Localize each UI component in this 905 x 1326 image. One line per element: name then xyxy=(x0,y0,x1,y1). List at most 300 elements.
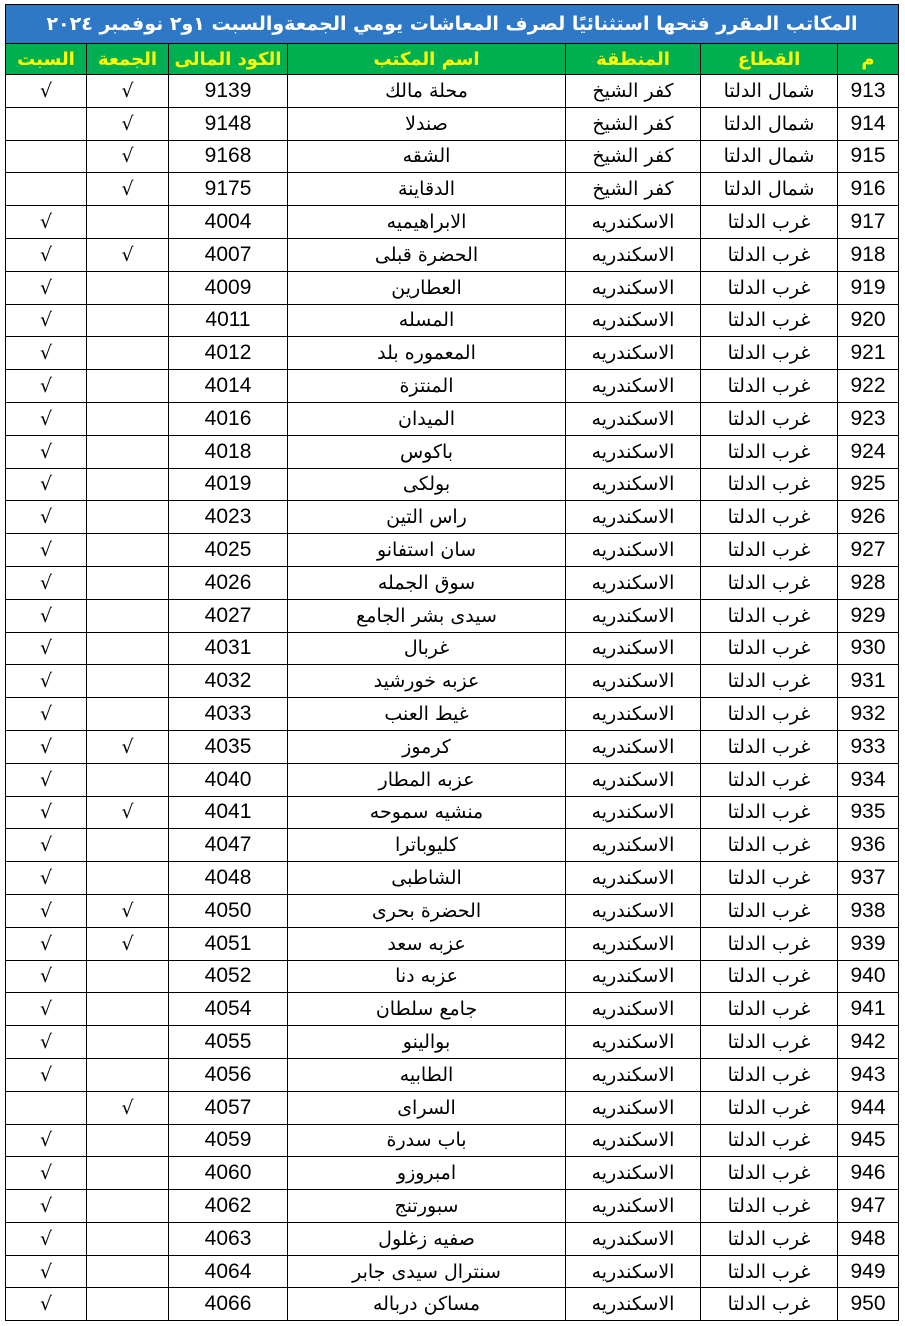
cell-sector: غرب الدلتا xyxy=(701,829,838,862)
cell-office: كرموز xyxy=(288,730,566,763)
cell-code: 4063 xyxy=(169,1222,288,1255)
cell-office: المسله xyxy=(288,304,566,337)
cell-saturday-check: √ xyxy=(6,1058,87,1091)
cell-num: 948 xyxy=(838,1222,899,1255)
cell-friday-check xyxy=(87,1255,169,1288)
cell-region: الاسكندريه xyxy=(566,206,701,239)
table-row xyxy=(6,107,899,140)
cell-region: الاسكندريه xyxy=(566,665,701,698)
cell-region: الاسكندريه xyxy=(566,1124,701,1157)
cell-saturday-check: √ xyxy=(6,1157,87,1190)
cell-sector: شمال الدلتا xyxy=(701,75,838,108)
cell-office: سنترال سيدى جابر xyxy=(288,1255,566,1288)
cell-code: 9168 xyxy=(169,140,288,173)
cell-friday-check xyxy=(87,1124,169,1157)
table-row xyxy=(6,206,899,239)
cell-sector: غرب الدلتا xyxy=(701,402,838,435)
cell-saturday-check: √ xyxy=(6,698,87,731)
cell-saturday-check: √ xyxy=(6,796,87,829)
cell-num: 949 xyxy=(838,1255,899,1288)
cell-friday-check: √ xyxy=(87,927,169,960)
cell-office: صفيه زغلول xyxy=(288,1222,566,1255)
cell-friday-check xyxy=(87,1190,169,1223)
cell-saturday-check: √ xyxy=(6,1026,87,1059)
cell-office: سيدى بشر الجامع xyxy=(288,599,566,632)
cell-friday-check xyxy=(87,698,169,731)
cell-friday-check: √ xyxy=(87,107,169,140)
table-row xyxy=(6,1222,899,1255)
cell-sector: غرب الدلتا xyxy=(701,894,838,927)
cell-sector: غرب الدلتا xyxy=(701,238,838,271)
table-row xyxy=(6,829,899,862)
cell-saturday-check: √ xyxy=(6,1255,87,1288)
cell-code: 4014 xyxy=(169,370,288,403)
cell-code: 4066 xyxy=(169,1288,288,1321)
cell-code: 4056 xyxy=(169,1058,288,1091)
cell-sector: غرب الدلتا xyxy=(701,927,838,960)
cell-sector: غرب الدلتا xyxy=(701,566,838,599)
cell-num: 937 xyxy=(838,862,899,895)
cell-num: 931 xyxy=(838,665,899,698)
cell-num: 945 xyxy=(838,1124,899,1157)
cell-office: عزبه سعد xyxy=(288,927,566,960)
cell-sector: شمال الدلتا xyxy=(701,107,838,140)
table-row xyxy=(6,304,899,337)
header-num: م xyxy=(838,44,899,75)
cell-region: الاسكندريه xyxy=(566,698,701,731)
cell-saturday-check: √ xyxy=(6,632,87,665)
cell-region: الاسكندريه xyxy=(566,862,701,895)
cell-friday-check xyxy=(87,206,169,239)
cell-friday-check xyxy=(87,501,169,534)
cell-friday-check: √ xyxy=(87,238,169,271)
table-row xyxy=(6,599,899,632)
cell-region: الاسكندريه xyxy=(566,632,701,665)
table-row xyxy=(6,75,899,108)
cell-code: 9139 xyxy=(169,75,288,108)
cell-code: 4051 xyxy=(169,927,288,960)
cell-friday-check xyxy=(87,370,169,403)
cell-sector: غرب الدلتا xyxy=(701,1124,838,1157)
cell-region: الاسكندريه xyxy=(566,829,701,862)
cell-sector: غرب الدلتا xyxy=(701,271,838,304)
cell-code: 4050 xyxy=(169,894,288,927)
cell-num: 933 xyxy=(838,730,899,763)
cell-num: 938 xyxy=(838,894,899,927)
cell-num: 927 xyxy=(838,534,899,567)
cell-office: محلة مالك xyxy=(288,75,566,108)
cell-code: 4052 xyxy=(169,960,288,993)
cell-num: 947 xyxy=(838,1190,899,1223)
cell-friday-check: √ xyxy=(87,140,169,173)
cell-office: مساكن درباله xyxy=(288,1288,566,1321)
cell-sector: غرب الدلتا xyxy=(701,304,838,337)
cell-sector: غرب الدلتا xyxy=(701,337,838,370)
cell-friday-check xyxy=(87,1058,169,1091)
cell-code: 4007 xyxy=(169,238,288,271)
cell-num: 934 xyxy=(838,763,899,796)
cell-saturday-check xyxy=(6,173,87,206)
cell-friday-check xyxy=(87,829,169,862)
cell-code: 4018 xyxy=(169,435,288,468)
cell-code: 4062 xyxy=(169,1190,288,1223)
cell-friday-check xyxy=(87,1222,169,1255)
cell-office: الشاطبى xyxy=(288,862,566,895)
cell-saturday-check: √ xyxy=(6,960,87,993)
table-row xyxy=(6,337,899,370)
table-row xyxy=(6,402,899,435)
cell-num: 940 xyxy=(838,960,899,993)
cell-friday-check: √ xyxy=(87,173,169,206)
table-row xyxy=(6,698,899,731)
cell-code: 4055 xyxy=(169,1026,288,1059)
offices-sheet xyxy=(5,4,898,1321)
cell-saturday-check: √ xyxy=(6,75,87,108)
cell-friday-check xyxy=(87,271,169,304)
cell-region: الاسكندريه xyxy=(566,796,701,829)
cell-office: كليوباترا xyxy=(288,829,566,862)
cell-code: 4035 xyxy=(169,730,288,763)
cell-office: عزبه المطار xyxy=(288,763,566,796)
cell-office: الميدان xyxy=(288,402,566,435)
cell-office: صندلا xyxy=(288,107,566,140)
cell-region: الاسكندريه xyxy=(566,1288,701,1321)
cell-code: 4026 xyxy=(169,566,288,599)
cell-saturday-check: √ xyxy=(6,238,87,271)
cell-saturday-check: √ xyxy=(6,1124,87,1157)
cell-region: الاسكندريه xyxy=(566,1190,701,1223)
cell-friday-check: √ xyxy=(87,796,169,829)
header-friday: الجمعة xyxy=(87,44,169,75)
cell-num: 919 xyxy=(838,271,899,304)
cell-region: الاسكندريه xyxy=(566,1026,701,1059)
cell-num: 942 xyxy=(838,1026,899,1059)
cell-region: الاسكندريه xyxy=(566,1091,701,1124)
table-row xyxy=(6,730,899,763)
cell-code: 4054 xyxy=(169,993,288,1026)
cell-saturday-check: √ xyxy=(6,1190,87,1223)
cell-office: الابراهيميه xyxy=(288,206,566,239)
cell-friday-check xyxy=(87,599,169,632)
cell-code: 4031 xyxy=(169,632,288,665)
cell-sector: غرب الدلتا xyxy=(701,435,838,468)
cell-code: 4047 xyxy=(169,829,288,862)
table-row xyxy=(6,1124,899,1157)
cell-friday-check xyxy=(87,304,169,337)
cell-region: الاسكندريه xyxy=(566,927,701,960)
cell-region: الاسكندريه xyxy=(566,238,701,271)
cell-sector: غرب الدلتا xyxy=(701,1288,838,1321)
cell-sector: غرب الدلتا xyxy=(701,763,838,796)
table-row xyxy=(6,1288,899,1321)
cell-sector: غرب الدلتا xyxy=(701,960,838,993)
cell-office: الحضرة بحرى xyxy=(288,894,566,927)
cell-office: السراى xyxy=(288,1091,566,1124)
cell-code: 4040 xyxy=(169,763,288,796)
cell-sector: غرب الدلتا xyxy=(701,1091,838,1124)
cell-friday-check xyxy=(87,632,169,665)
cell-region: الاسكندريه xyxy=(566,566,701,599)
cell-friday-check: √ xyxy=(87,75,169,108)
cell-sector: غرب الدلتا xyxy=(701,1157,838,1190)
cell-code: 4033 xyxy=(169,698,288,731)
cell-code: 4032 xyxy=(169,665,288,698)
cell-region: الاسكندريه xyxy=(566,599,701,632)
table-row xyxy=(6,271,899,304)
cell-saturday-check xyxy=(6,1091,87,1124)
table-row xyxy=(6,763,899,796)
cell-num: 944 xyxy=(838,1091,899,1124)
cell-sector: غرب الدلتا xyxy=(701,1222,838,1255)
cell-saturday-check: √ xyxy=(6,337,87,370)
cell-num: 926 xyxy=(838,501,899,534)
cell-code: 4057 xyxy=(169,1091,288,1124)
cell-code: 4016 xyxy=(169,402,288,435)
cell-friday-check xyxy=(87,763,169,796)
cell-code: 4064 xyxy=(169,1255,288,1288)
cell-sector: غرب الدلتا xyxy=(701,599,838,632)
cell-code: 4060 xyxy=(169,1157,288,1190)
cell-saturday-check: √ xyxy=(6,993,87,1026)
cell-saturday-check: √ xyxy=(6,862,87,895)
cell-region: الاسكندريه xyxy=(566,763,701,796)
cell-region: الاسكندريه xyxy=(566,960,701,993)
cell-code: 4004 xyxy=(169,206,288,239)
cell-region: الاسكندريه xyxy=(566,534,701,567)
cell-office: الشقه xyxy=(288,140,566,173)
cell-region: الاسكندريه xyxy=(566,1157,701,1190)
cell-sector: غرب الدلتا xyxy=(701,665,838,698)
cell-friday-check xyxy=(87,993,169,1026)
cell-num: 941 xyxy=(838,993,899,1026)
table-row xyxy=(6,435,899,468)
table-title: المكاتب المقرر فتحها استثنائيًا لصرف المعاشات يومي الجمعةوالسبت ١و٢ نوفمبر ٢٠٢٤ xyxy=(6,5,899,44)
table-row xyxy=(6,468,899,501)
cell-code: 4023 xyxy=(169,501,288,534)
cell-region: الاسكندريه xyxy=(566,894,701,927)
cell-office: راس التين xyxy=(288,501,566,534)
cell-friday-check xyxy=(87,566,169,599)
table-row xyxy=(6,534,899,567)
cell-office: غيط العنب xyxy=(288,698,566,731)
table-row xyxy=(6,566,899,599)
cell-friday-check xyxy=(87,402,169,435)
cell-region: كفر الشيخ xyxy=(566,75,701,108)
cell-num: 946 xyxy=(838,1157,899,1190)
cell-sector: غرب الدلتا xyxy=(701,862,838,895)
cell-num: 936 xyxy=(838,829,899,862)
cell-saturday-check xyxy=(6,107,87,140)
table-row xyxy=(6,927,899,960)
cell-office: غربال xyxy=(288,632,566,665)
cell-code: 4025 xyxy=(169,534,288,567)
cell-sector: غرب الدلتا xyxy=(701,1058,838,1091)
cell-office: الطابيه xyxy=(288,1058,566,1091)
header-code: الكود المالى xyxy=(169,44,288,75)
cell-sector: غرب الدلتا xyxy=(701,993,838,1026)
cell-code: 4027 xyxy=(169,599,288,632)
cell-office: المعموره بلد xyxy=(288,337,566,370)
cell-friday-check: √ xyxy=(87,894,169,927)
cell-num: 920 xyxy=(838,304,899,337)
cell-office: سوق الجمله xyxy=(288,566,566,599)
cell-region: الاسكندريه xyxy=(566,304,701,337)
cell-friday-check: √ xyxy=(87,1091,169,1124)
cell-sector: غرب الدلتا xyxy=(701,501,838,534)
cell-office: المنتزة xyxy=(288,370,566,403)
cell-num: 922 xyxy=(838,370,899,403)
table-body xyxy=(6,75,899,1321)
cell-region: كفر الشيخ xyxy=(566,173,701,206)
cell-sector: غرب الدلتا xyxy=(701,796,838,829)
cell-sector: شمال الدلتا xyxy=(701,140,838,173)
table-row xyxy=(6,665,899,698)
cell-office: باكوس xyxy=(288,435,566,468)
cell-num: 921 xyxy=(838,337,899,370)
table-row xyxy=(6,140,899,173)
cell-saturday-check: √ xyxy=(6,665,87,698)
cell-region: الاسكندريه xyxy=(566,271,701,304)
cell-num: 929 xyxy=(838,599,899,632)
cell-code: 4019 xyxy=(169,468,288,501)
cell-region: الاسكندريه xyxy=(566,402,701,435)
header-office: اسم المكتب xyxy=(288,44,566,75)
table-row xyxy=(6,1091,899,1124)
cell-num: 930 xyxy=(838,632,899,665)
cell-region: كفر الشيخ xyxy=(566,140,701,173)
cell-office: عزبه دنا xyxy=(288,960,566,993)
cell-region: الاسكندريه xyxy=(566,1058,701,1091)
cell-code: 4048 xyxy=(169,862,288,895)
cell-office: سبورتنج xyxy=(288,1190,566,1223)
cell-region: الاسكندريه xyxy=(566,1255,701,1288)
cell-region: الاسكندريه xyxy=(566,435,701,468)
cell-region: الاسكندريه xyxy=(566,1222,701,1255)
cell-code: 9175 xyxy=(169,173,288,206)
table-row xyxy=(6,960,899,993)
cell-saturday-check: √ xyxy=(6,206,87,239)
table-row xyxy=(6,993,899,1026)
cell-code: 4011 xyxy=(169,304,288,337)
cell-friday-check xyxy=(87,1288,169,1321)
cell-region: الاسكندريه xyxy=(566,370,701,403)
table-row xyxy=(6,370,899,403)
cell-saturday-check: √ xyxy=(6,1288,87,1321)
cell-saturday-check: √ xyxy=(6,271,87,304)
cell-office: العطارين xyxy=(288,271,566,304)
cell-saturday-check: √ xyxy=(6,730,87,763)
cell-code: 4059 xyxy=(169,1124,288,1157)
cell-office: سان استفانو xyxy=(288,534,566,567)
cell-num: 932 xyxy=(838,698,899,731)
cell-friday-check xyxy=(87,337,169,370)
cell-code: 4012 xyxy=(169,337,288,370)
header-region: المنطقة xyxy=(566,44,701,75)
cell-num: 943 xyxy=(838,1058,899,1091)
cell-num: 913 xyxy=(838,75,899,108)
header-sector: القطاع xyxy=(701,44,838,75)
cell-saturday-check: √ xyxy=(6,501,87,534)
cell-num: 923 xyxy=(838,402,899,435)
cell-friday-check xyxy=(87,1026,169,1059)
cell-office: بولكى xyxy=(288,468,566,501)
cell-code: 9148 xyxy=(169,107,288,140)
cell-saturday-check xyxy=(6,140,87,173)
cell-sector: غرب الدلتا xyxy=(701,468,838,501)
cell-saturday-check: √ xyxy=(6,435,87,468)
cell-saturday-check: √ xyxy=(6,468,87,501)
cell-office: امبروزو xyxy=(288,1157,566,1190)
cell-office: بوالينو xyxy=(288,1026,566,1059)
cell-num: 914 xyxy=(838,107,899,140)
table-row xyxy=(6,1157,899,1190)
cell-friday-check xyxy=(87,862,169,895)
cell-region: الاسكندريه xyxy=(566,730,701,763)
cell-region: الاسكندريه xyxy=(566,993,701,1026)
cell-saturday-check: √ xyxy=(6,894,87,927)
table-row xyxy=(6,238,899,271)
table-row xyxy=(6,894,899,927)
cell-saturday-check: √ xyxy=(6,402,87,435)
cell-saturday-check: √ xyxy=(6,370,87,403)
cell-region: الاسكندريه xyxy=(566,337,701,370)
cell-friday-check xyxy=(87,665,169,698)
cell-num: 918 xyxy=(838,238,899,271)
cell-saturday-check: √ xyxy=(6,599,87,632)
cell-sector: شمال الدلتا xyxy=(701,173,838,206)
cell-num: 915 xyxy=(838,140,899,173)
table-row xyxy=(6,501,899,534)
cell-region: كفر الشيخ xyxy=(566,107,701,140)
header-row xyxy=(6,44,899,75)
cell-num: 925 xyxy=(838,468,899,501)
cell-sector: غرب الدلتا xyxy=(701,206,838,239)
cell-friday-check xyxy=(87,534,169,567)
cell-saturday-check: √ xyxy=(6,534,87,567)
cell-code: 4041 xyxy=(169,796,288,829)
cell-office: منشيه سموحه xyxy=(288,796,566,829)
cell-friday-check xyxy=(87,1157,169,1190)
cell-region: الاسكندريه xyxy=(566,468,701,501)
cell-sector: غرب الدلتا xyxy=(701,370,838,403)
cell-num: 935 xyxy=(838,796,899,829)
cell-friday-check xyxy=(87,435,169,468)
table-row xyxy=(6,1190,899,1223)
table-row xyxy=(6,632,899,665)
cell-saturday-check: √ xyxy=(6,304,87,337)
cell-friday-check: √ xyxy=(87,730,169,763)
cell-office: الحضرة قبلى xyxy=(288,238,566,271)
cell-friday-check xyxy=(87,468,169,501)
cell-num: 917 xyxy=(838,206,899,239)
header-saturday: السبت xyxy=(6,44,87,75)
cell-saturday-check: √ xyxy=(6,763,87,796)
cell-office: باب سدرة xyxy=(288,1124,566,1157)
cell-num: 939 xyxy=(838,927,899,960)
cell-code: 4009 xyxy=(169,271,288,304)
cell-region: الاسكندريه xyxy=(566,501,701,534)
cell-num: 916 xyxy=(838,173,899,206)
title-row xyxy=(6,5,899,44)
cell-friday-check xyxy=(87,960,169,993)
cell-sector: غرب الدلتا xyxy=(701,698,838,731)
table-row xyxy=(6,1026,899,1059)
cell-saturday-check: √ xyxy=(6,927,87,960)
cell-num: 924 xyxy=(838,435,899,468)
cell-sector: غرب الدلتا xyxy=(701,1255,838,1288)
cell-saturday-check: √ xyxy=(6,566,87,599)
offices-table xyxy=(5,4,899,1321)
